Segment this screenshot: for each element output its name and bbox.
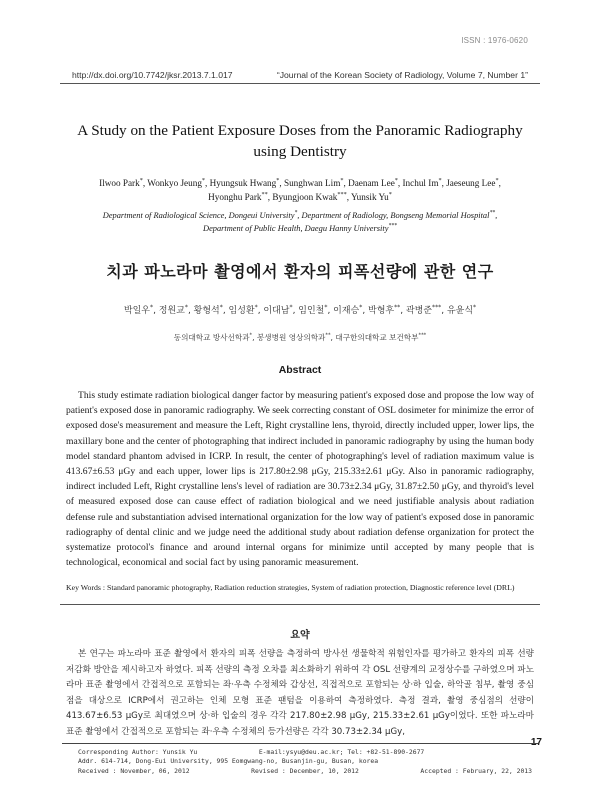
correspondence-author: Corresponding Author: Yunsik Yu E-mail:ysyu@deu.ac.kr; Tel: +82-51-890-2677 <box>78 748 425 756</box>
journal-citation-text: Journal of the Korean Society of Radiology, Volume 7, Number 1 <box>279 70 526 80</box>
korean-affiliation: 동의대학교 방사선학과*, 봉생병원 영상의학과**, 대구한의대학교 보건학부*** <box>173 332 427 342</box>
section-rule <box>60 604 540 605</box>
doi-link[interactable]: http://dx.doi.org/10.7742/jksr.2013.7.1.017 <box>72 70 233 80</box>
correspondence-block <box>78 748 532 776</box>
journal-citation: “Journal of the Korean Society of Radiology, Volume 7, Number 1” <box>276 70 528 80</box>
footer-rule <box>62 743 538 744</box>
page-number: 17 <box>530 737 542 748</box>
korean-abstract-body: 본 연구는 파노라마 표준 촬영에서 환자의 피폭 선량을 측정하여 방사선 생물학적 위험인자를 평가하고 환자의 피폭 선량 저감화 방안을 제시하고자 하였다. 피폭 선량의 측정 오차를 최소화하기 위하여 각 OSL 선량계의 교정상수를 구하였으며 파노라마 표준 촬영에서 간접적으로 포함되는 좌·우측 수정체와 갑상선, 직접적으로 포함되는 상·하 입술, 하악골 침부, 촬영 중심점을 대상으로 ICRP에서 권고하는 인체 모형 표준 팬텀을 이용하여 측정하였다. 측정 결과, 촬영 중심점의 선량이 413.67±6.53 μGy로 최대였으며 상·하 입술의 경우 각각 217.80±2.98 μGy, 215.33±2.61 μGy이었다. 또한 파노라마 표준 촬영에서 간접적으로 포함되는 좌·우측 수정체의 등가선량은 각각 30.73±2.34 μGy, <box>66 649 534 737</box>
correspondence-dates: Received : November, 06, 2012 Revised : December, 10, 2012 Accepted : February, 22, 2013 <box>78 766 533 775</box>
correspondence-address: Addr. 614-714, Dong-Eui University, 995 Eomgwang-no, Busanjin-gu, Busan, korea <box>78 757 379 766</box>
abstract-body: This study estimate radiation biological danger factor by measuring patient's exposed dose and propose the low way of patient's exposed dose in panoramic radiography. We seek correcting constant of OSL dosimeter for minimize the error of exposed dose's measurement and measure the Left, Right crystalline lens, thyroid, directly included upper, lower lips, the maxillary bone and the center of photographing that indirect included in panoramic radiography by using the human body model standard phantom advised in ICRP. In result, the center of photographing's level of radiation maximum value is 413.67±6.53 μGy and each upper, lower lips is 217.80±2.98 μGy, 215.33±2.61 μGy. Also in panoramic radiography, indirect included Left, Right crystalline lens's level of radiation are 30.73±2.34 μGy, 31.87±2.50 μGy, and thyroid's level of measured exposed dose can cause effect of radiation biological and we need justifiable analysis about radiation defense rule and substantiation advised international organization for the low way of patient's exposed dose in panoramic radiography of dental clinic and we judge need the additional study about radiation defense organization for protect the systematize protocol's finance and around internal organs for minimize until accepted by many people that is technological, economical and social fact by using panoramic measurement. <box>66 390 534 569</box>
affiliation-list <box>70 209 530 235</box>
affiliation-line-1: Department of Radiological Science, Dongeui University*, Department of Radiology, Bongseng Memorial Hospital**, <box>102 210 498 220</box>
korean-abstract-heading: 요약 <box>290 630 310 641</box>
author-line-1: Ilwoo Park*, Wonkyo Jeung*, Hyungsuk Hwang*, Sunghwan Lim*, Daenam Lee*, Inchul Im*, Jaeseung Lee*, <box>99 176 501 188</box>
affiliation-line-2: Department of Public Health, Daegu Hanny University*** <box>203 223 397 233</box>
issn-label: ISSN : 1976-0620 <box>461 36 528 45</box>
paper-title: A Study on the Patient Exposure Doses from the Panoramic Radiography using Dentistry <box>77 122 523 160</box>
korean-author-list: 박일우*, 정원교*, 황형석*, 임성환*, 이대남*, 임인철*, 이재승*, 박형후**, 곽병준***, 유윤식* <box>123 304 477 316</box>
keywords: Key Words : Standard panoramic photography, Radiation reduction strategies, System of radiation protection, Diagnostic reference level (DRL) <box>66 583 515 592</box>
author-line-2: Hyonghu Park**, Byungjoon Kwak***, Yunsik Yu* <box>208 190 392 202</box>
header-rule <box>60 83 540 84</box>
korean-title: 치과 파노라마 촬영에서 환자의 피폭선량에 관한 연구 <box>106 262 494 281</box>
abstract-heading: Abstract <box>278 364 322 376</box>
author-list <box>80 176 520 204</box>
